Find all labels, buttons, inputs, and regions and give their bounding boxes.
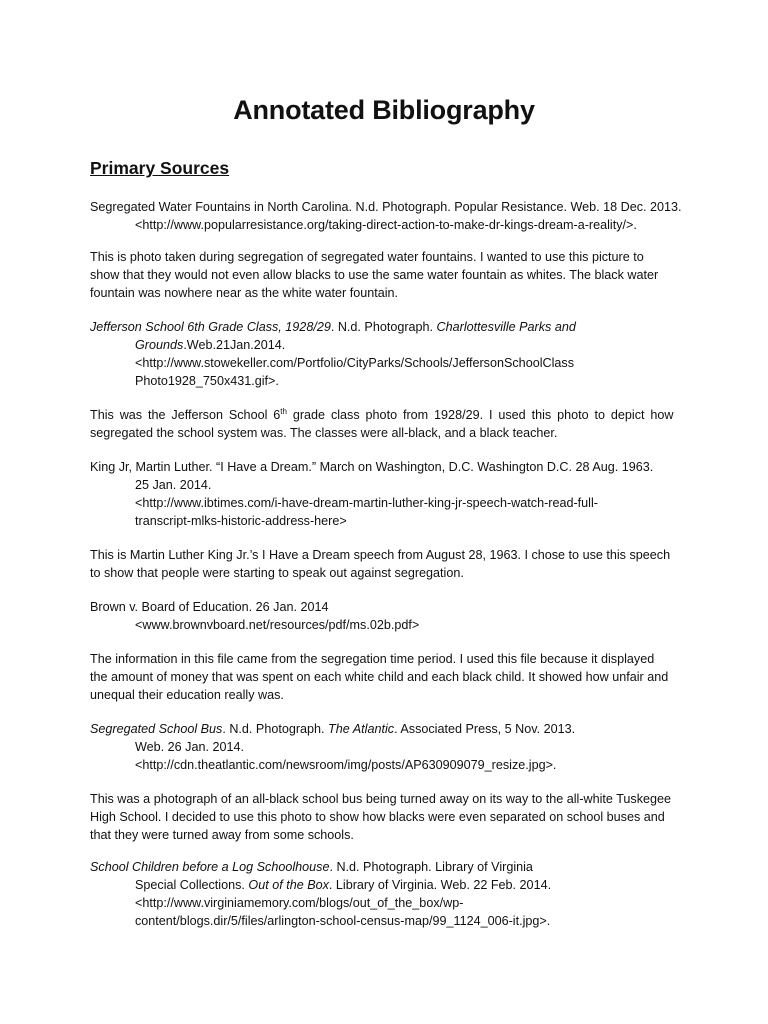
citation-line: Brown v. Board of Education. 26 Jan. 2014 [90,600,329,614]
citation-entry [90,598,690,634]
annotation-text: This was the Jefferson School 6 [90,408,281,422]
annotation-text: grade class photo from 1928/29. I used this photo to depict how [286,408,674,422]
citation-line: King Jr, Martin Luther. “I Have a Dream.” March on Washington, D.C. Washington D.C. 28 Aug. 1963. [90,460,654,474]
section-heading: Primary Sources [90,158,230,178]
superscript: th [280,406,287,416]
annotation-line: High School. I decided to use this photo to show how blacks were even separated on school buses and [90,810,665,824]
citation-title: School Children before a Log Schoolhouse [90,860,330,874]
citation-source: The Atlantic [328,722,395,736]
citation-text: . N.d. Photograph. [222,722,329,736]
annotation-line: This is Martin Luther King Jr.’s I Have a Dream speech from August 28, 1963. I chose to use this speech [90,548,671,562]
citation-title: Segregated School Bus [90,722,223,736]
citation-line [90,720,690,738]
citation-text: . Associated Press, 5 Nov. 2013. [394,722,576,736]
annotation-line [90,406,682,424]
annotation-line: The information in this file came from the segregation time period. I used this file because it displayed [90,652,655,666]
citation-line [90,876,690,894]
citation-url: transcript-mlks-historic-address-here> [135,514,347,528]
annotation-line: segregated the school system was. The classes were all-black, and a black teacher. [90,426,558,440]
citation-entry [90,858,690,930]
citation-entry [90,458,690,530]
annotation-line: This was a photograph of an all-black school bus being turned away on its way to the all-white Tuskegee [90,792,672,806]
citation-text: Special Collections. [135,878,249,892]
annotation-paragraph [90,790,682,844]
annotation-line: This is photo taken during segregation of segregated water fountains. I wanted to use this picture to [90,250,644,264]
page-title: Annotated Bibliography [233,95,535,125]
citation-line: 25 Jan. 2014. [135,478,212,492]
citation-url: <http://www.stowekeller.com/Portfolio/CityParks/Schools/JeffersonSchoolClass [135,356,574,370]
citation-url: <http://cdn.theatlantic.com/newsroom/img/posts/AP630909079_resize.jpg>. [135,758,557,772]
citation-source: Grounds [135,338,184,352]
annotation-paragraph [90,650,682,704]
citation-entry [90,318,690,390]
citation-title: Jefferson School 6th Grade Class, 1928/29 [90,320,331,334]
citation-url: <http://www.ibtimes.com/i-have-dream-martin-luther-king-jr-speech-watch-read-full- [135,496,598,510]
citation-text: .Web.21Jan.2014. [183,338,286,352]
annotation-line: fountain was nowhere near as the white water fountain. [90,286,399,300]
citation-line: Web. 26 Jan. 2014. [135,740,244,754]
citation-line: Segregated Water Fountains in North Carolina. N.d. Photograph. Popular Resistance. Web. 18 Dec. 2013. [90,200,682,214]
citation-line [90,318,690,336]
citation-url: <www.brownvboard.net/resources/pdf/ms.02b.pdf> [135,618,420,632]
citation-text: . N.d. Photograph. Library of Virginia [329,860,533,874]
annotation-line: the amount of money that was spent on each white child and each black child. It showed how unfair and [90,670,669,684]
annotation-line: that they were turned away from some schools. [90,828,354,842]
citation-url: Photo1928_750x431.gif>. [135,374,279,388]
annotation-paragraph [90,546,682,582]
citation-text: . Library of Virginia. Web. 22 Feb. 2014. [328,878,552,892]
citation-url: <http://www.virginiamemory.com/blogs/out_of_the_box/wp- [135,896,464,910]
annotation-paragraph [90,406,682,442]
annotation-line: unequal their education really was. [90,688,284,702]
citation-entry [90,720,690,774]
citation-text: . N.d. Photograph. [330,320,437,334]
annotation-line: to show that people were starting to speak out against segregation. [90,566,464,580]
annotation-paragraph [90,248,682,302]
citation-source: Charlottesville Parks and [436,320,576,334]
citation-source: Out of the Box [248,878,329,892]
citation-line [90,858,690,876]
citation-entry [90,198,690,234]
annotation-line: show that they would not even allow blacks to use the same water fountain as whites. The black water [90,268,659,282]
citation-line [90,336,690,354]
citation-url: <http://www.popularresistance.org/taking-direct-action-to-make-dr-kings-dream-a-reality/>. [135,218,637,232]
citation-url: content/blogs.dir/5/files/arlington-school-census-map/99_1124_006-it.jpg>. [135,914,551,928]
